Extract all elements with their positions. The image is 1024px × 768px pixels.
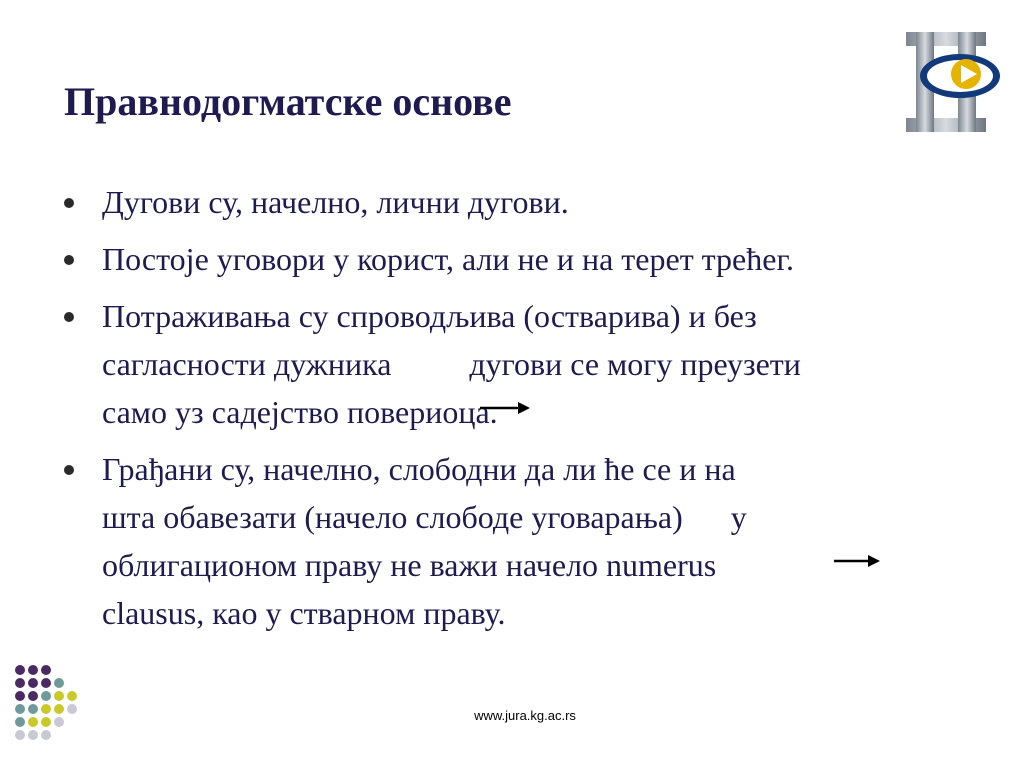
bullet-text: облигационом праву не важи начело numerus [102, 547, 717, 583]
faculty-logo-icon [898, 26, 1008, 138]
decorative-dot [41, 730, 51, 740]
decorative-dot [15, 665, 25, 675]
decorative-dot [28, 678, 38, 688]
bullet-text: у [730, 499, 747, 535]
bullet-item [60, 235, 980, 283]
footer-url: www.jura.kg.ac.rs [474, 708, 576, 723]
slide-title: Правнодогматске основе [64, 79, 512, 124]
bullet-dot [64, 312, 74, 322]
bullet-text: дугови се могу преузети [469, 346, 801, 382]
decorative-dot [67, 691, 77, 701]
decorative-dot [41, 691, 51, 701]
bullet-item [60, 445, 980, 637]
decorative-dot [41, 678, 51, 688]
decorative-dot [15, 678, 25, 688]
decorative-dot [54, 691, 64, 701]
decorative-dot [54, 678, 64, 688]
bullet-dot [64, 465, 74, 475]
right-arrow-icon [480, 401, 530, 415]
bullet-text: сагласности дужника [102, 346, 392, 382]
bullet-text: Дугови су, начелно, лични дугови. [102, 184, 569, 220]
decorative-dot [15, 730, 25, 740]
bullet-text: само уз садејство повериоца. [102, 394, 498, 430]
bullet-text: Грађани су, начелно, слободни да ли ће се и на [102, 451, 736, 487]
decorative-dot [28, 665, 38, 675]
bullet-dot [64, 255, 74, 265]
bullet-item [60, 178, 980, 226]
bullet-text-line [102, 340, 980, 388]
bullet-text-line [102, 493, 980, 541]
decorative-dot [15, 691, 25, 701]
bullet-text: шта обавезати (начело слободе уговарања) [102, 499, 683, 535]
decorative-dot [28, 730, 38, 740]
bullet-text: Потраживања су спроводљива (остварива) и без [102, 298, 757, 334]
bullet-dot [64, 198, 74, 208]
bullet-text: clausus, као у стварном праву. [102, 595, 506, 631]
decorative-dot [41, 665, 51, 675]
bullet-text: Постоје уговори у корист, али не и на терет трећег. [102, 241, 794, 277]
right-arrow-icon [834, 554, 880, 568]
decorative-dot [28, 691, 38, 701]
